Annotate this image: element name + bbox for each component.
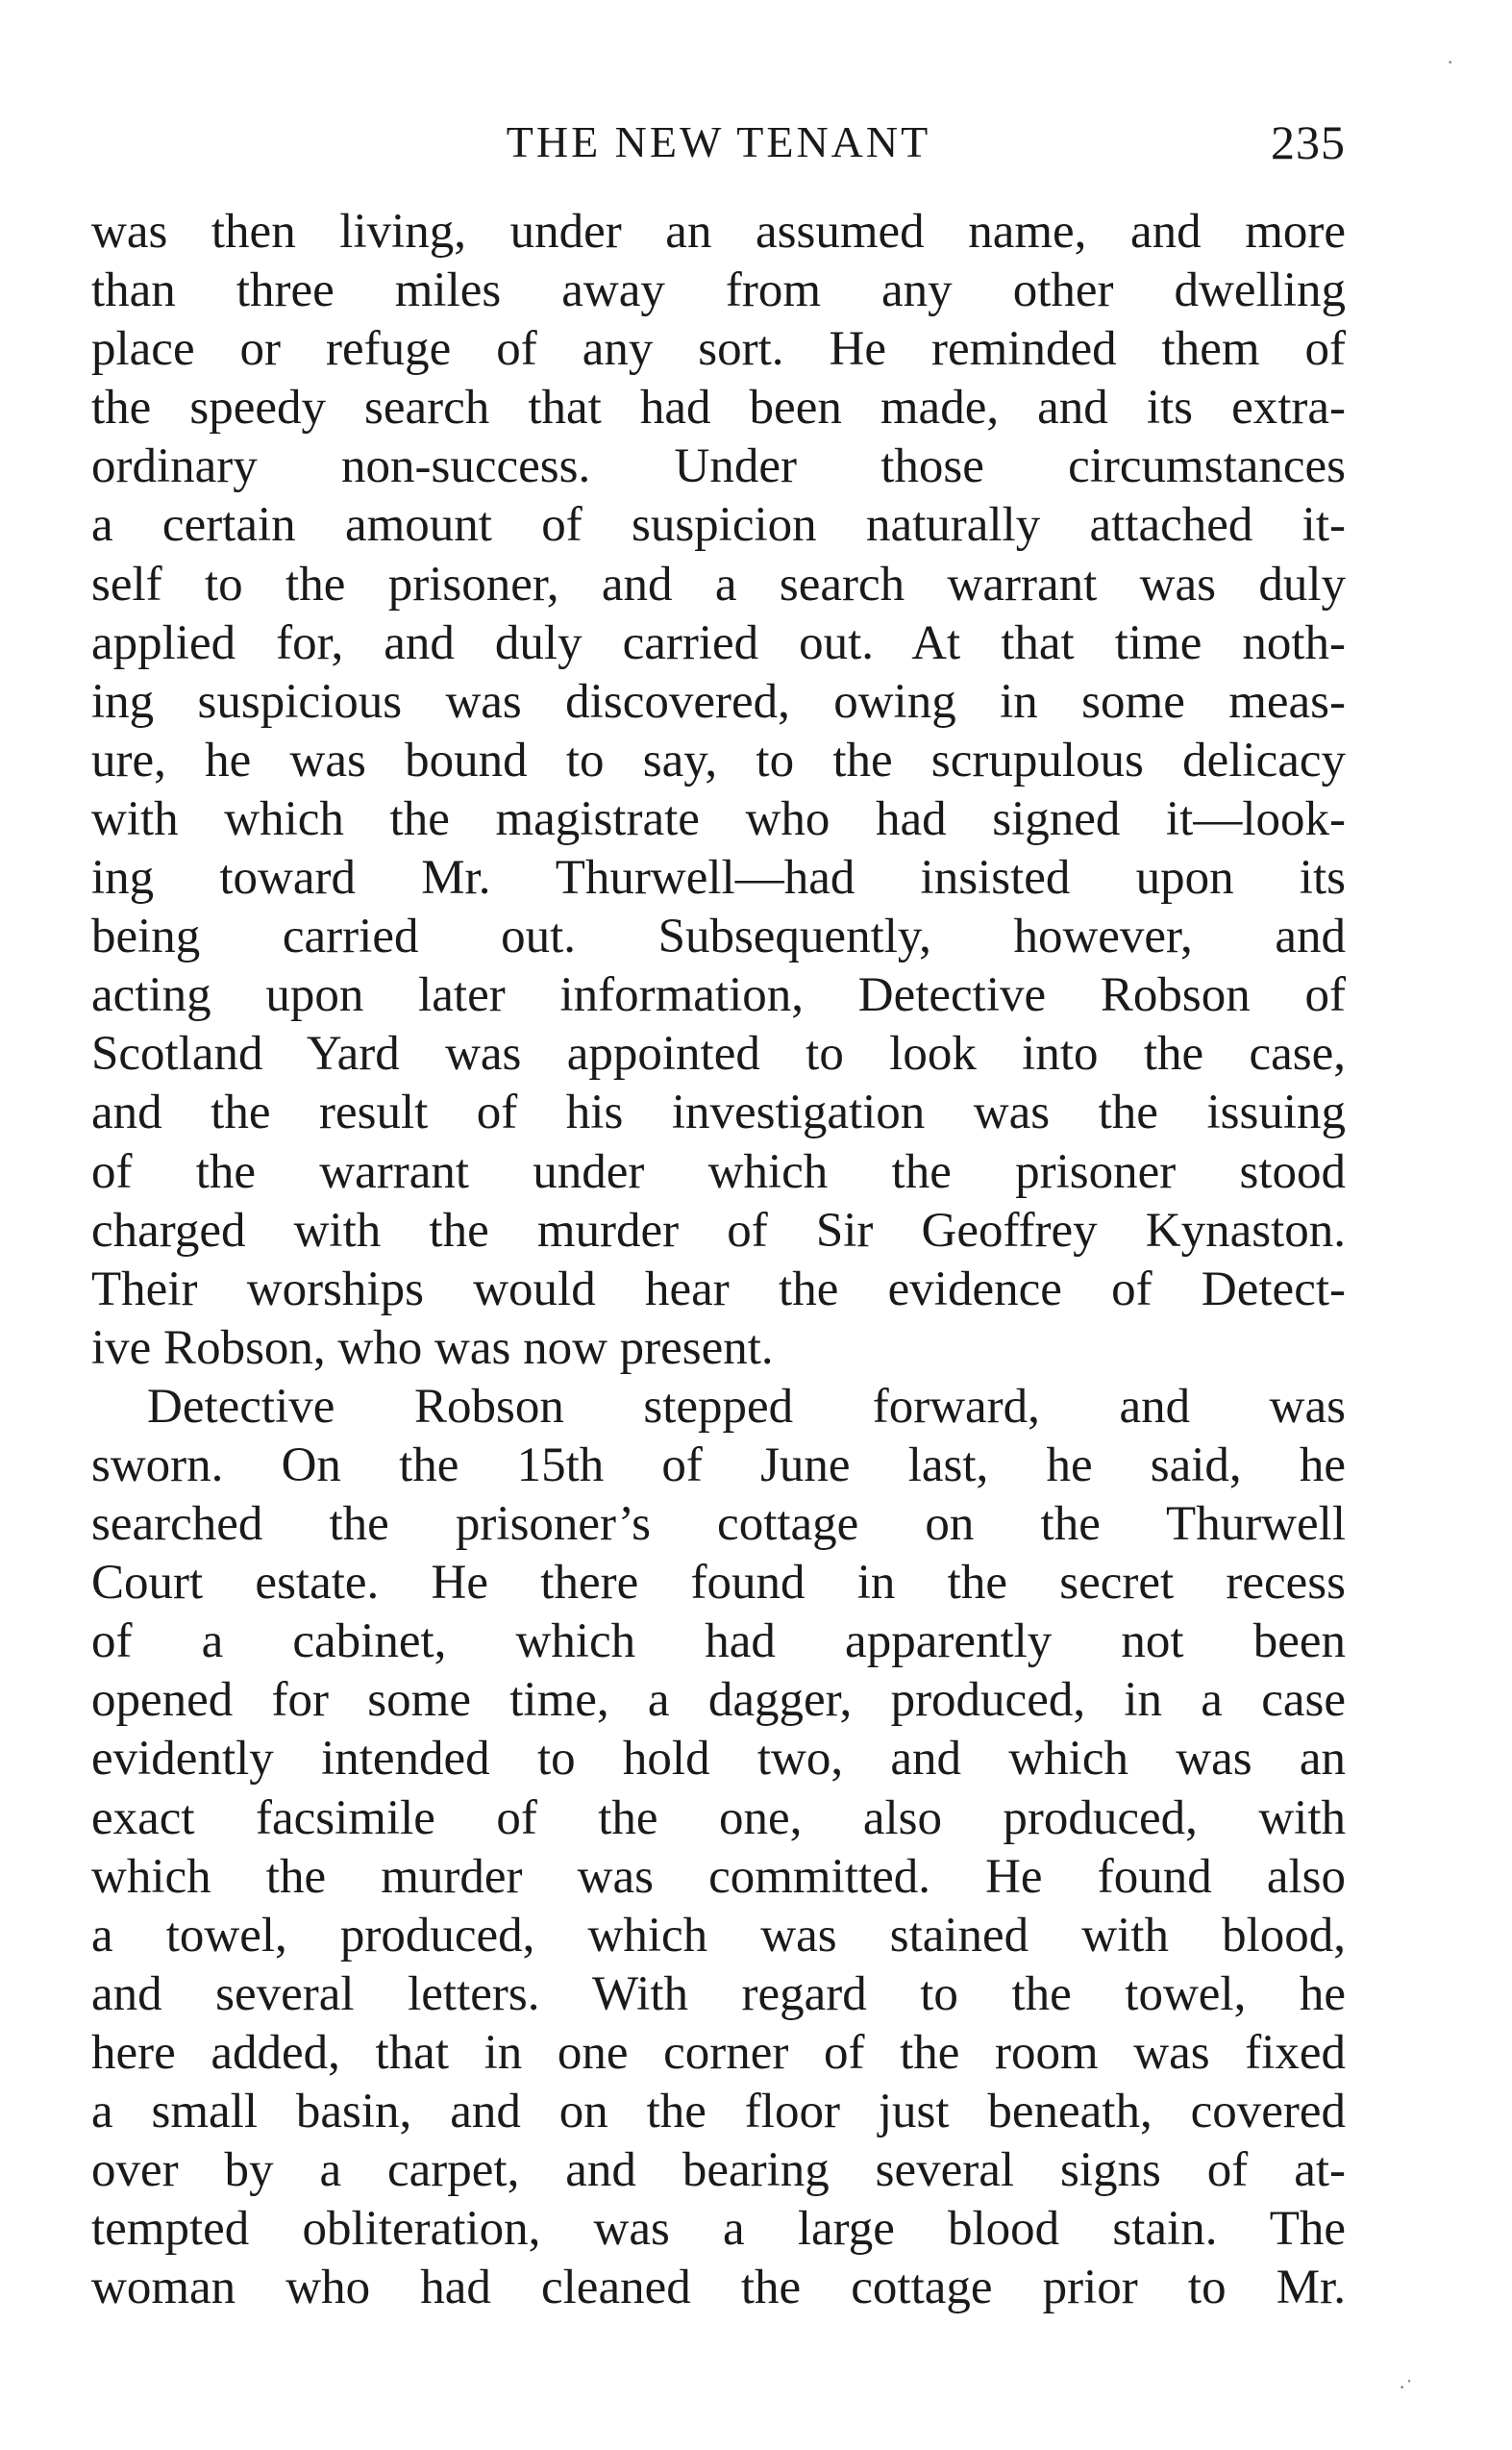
text-line: acting upon later information, Detective Robson of (91, 968, 1346, 1023)
text-line: Court estate. He there found in the secret recess (91, 1556, 1346, 1611)
text-line: searched the prisoner’s cottage on the Thurwell (91, 1497, 1346, 1552)
text-line: being carried out. Subsequently, however, and (91, 910, 1346, 964)
text-line: Their worships would hear the evidence of Detect- (91, 1262, 1346, 1316)
text-line: was then living, under an assumed name, and more (91, 205, 1346, 259)
text-line: and the result of his investigation was the issuing (91, 1086, 1346, 1140)
text-line: sworn. On the 15th of June last, he said, he (91, 1438, 1346, 1492)
text-line: Scotland Yard was appointed to look into the case, (91, 1027, 1346, 1082)
scan-speck: · (1447, 50, 1454, 74)
text-line: of a cabinet, which had apparently not been (91, 1614, 1346, 1669)
paragraph-end-line: ive Robson, who was now present. (91, 1320, 774, 1375)
text-line: tempted obliteration, was a large blood stain. The (91, 2202, 1346, 2257)
text-line: the speedy search that had been made, and its extra- (91, 381, 1346, 436)
text-line: place or refuge of any sort. He reminded them of (91, 322, 1346, 377)
text-line: exact facsimile of the one, also produced, with (91, 1790, 1346, 1845)
text-line: than three miles away from any other dwelling (91, 263, 1346, 318)
text-line: evidently intended to hold two, and which was an (91, 1732, 1346, 1787)
text-line: opened for some time, a dagger, produced, in a case (91, 1673, 1346, 1728)
text-line: ing suspicious was discovered, owing in some meas- (91, 674, 1346, 729)
text-line: a certain amount of suspicion naturally attached it- (91, 498, 1346, 553)
scan-speck: ·˙ (1399, 2375, 1413, 2399)
text-line: self to the prisoner, and a search warrant was duly (91, 557, 1346, 612)
text-line: here added, that in one corner of the room was fixed (91, 2025, 1346, 2080)
text-line: ordinary non-success. Under those circumstances (91, 439, 1346, 494)
running-title: THE NEW TENANT (506, 117, 931, 166)
text-line: ure, he was bound to say, to the scrupulous delicacy (91, 733, 1346, 788)
text-line: over by a carpet, and bearing several signs of at- (91, 2143, 1346, 2198)
running-head (91, 113, 1346, 171)
text-line: ing toward Mr. Thurwell—had insisted upon its (91, 851, 1346, 906)
body-text (91, 203, 1346, 2317)
text-line: and several letters. With regard to the towel, he (91, 1966, 1346, 2021)
text-line: applied for, and duly carried out. At that time noth- (91, 615, 1346, 670)
paragraph-start-line: Detective Robson stepped forward, and was (147, 1379, 1346, 1434)
text-line: woman who had cleaned the cottage prior to Mr. (91, 2261, 1346, 2315)
text-line: a towel, produced, which was stained with blood, (91, 1908, 1346, 1962)
text-line: with which the magistrate who had signed it—look- (91, 791, 1346, 846)
text-line: a small basin, and on the floor just beneath, covered (91, 2085, 1346, 2138)
text-line: of the warrant under which the prisoner stood (91, 1144, 1346, 1199)
page-number: 235 (1271, 115, 1346, 169)
text-line: charged with the murder of Sir Geoffrey Kynaston. (91, 1203, 1346, 1258)
text-line: which the murder was committed. He found also (91, 1849, 1346, 1904)
